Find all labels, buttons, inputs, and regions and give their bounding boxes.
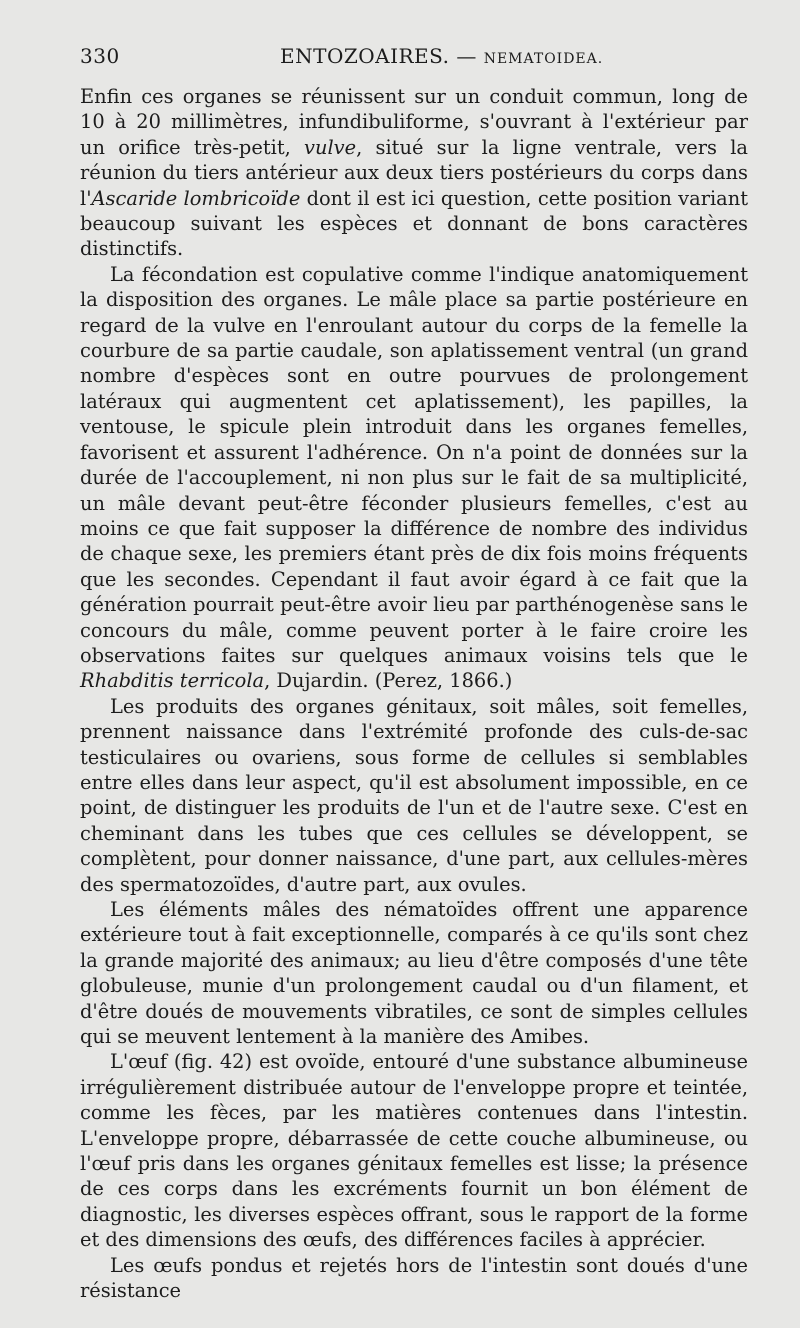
paragraph <box>80 694 748 897</box>
italic-term: Ascaride lombricoïde <box>91 186 301 210</box>
running-title-sub: NEMATOIDEA. <box>483 51 604 67</box>
page-number: 330 <box>80 44 120 68</box>
running-title-main: ENTOZOAIRES. <box>280 44 450 68</box>
paragraph <box>80 897 748 1049</box>
paragraph <box>80 1049 748 1252</box>
running-title <box>280 44 603 68</box>
text-run: La fécondation est copulative comme l'indique anatomiquement la disposition des organes. Le mâle place sa partie postérieure en regard de la vulve en l'enroulant autour du corps de la femelle la courbure de sa partie caudale, son aplatissement ventral (un grand nombre d'espèces sont en outre pourvues de prolongement latéraux qui augmentent cet aplatissement), les papilles, la ventouse, le spicule plein introduit dans les organes femelles, favorisent et assurent l'adhérence. On n'a point de données sur la durée de l'accouplement, ni non plus sur le fait de sa multiplicité, un mâle devant peut-être féconder plusieurs femelles, c'est au moins ce que fait supposer la différence de nombre des individus de chaque sexe, les premiers étant près de dix fois moins fréquents que les secondes. Cependant il faut avoir égard à ce fait que la génération pourrait peut-être avoir lieu par parthénogenèse sans le concours du mâle, comme peuvent porter à le faire croire les observations faites sur quelques animaux voisins tels que le <box>80 262 748 667</box>
running-title-separator: — <box>449 44 484 68</box>
paragraph <box>80 262 748 694</box>
running-header <box>80 44 748 78</box>
italic-term: Rhabditis terricola <box>80 669 265 693</box>
text-run: Les œufs pondus et rejetés hors de l'intestin sont doués d'une résistance <box>80 1253 748 1303</box>
text-run: Enfin ces organes se réunissent sur un conduit commun, long de 10 à 20 millimètres, infundibuliforme, s'ouvrant à l'extérieur par un orifice très-petit, <box>80 85 748 159</box>
body-text <box>80 84 748 1304</box>
text-run: , situé sur la ligne ventrale, vers la réunion du tiers antérieur aux deux tiers postérieurs du corps dans l' <box>80 135 748 210</box>
text-run: L'œuf (fig. 42) est ovoïde, entouré d'une substance albumineuse irrégulièrement distribuée autour de l'enveloppe propre et teintée, comme les fèces, par les matières contenues dans l'intestin. L'enveloppe propre, débarrassée de cette couche albumineuse, ou l'œuf pris dans les organes génitaux femelles est lisse; la présence de ces corps dans les excréments fournit un bon élément de diagnostic, les diverses espèces offrant, sous le rapport de la forme et des dimensions des œufs, des différences faciles à apprécier. <box>80 1050 748 1252</box>
paragraph <box>80 84 748 262</box>
paragraph <box>80 1253 748 1304</box>
text-run: Les éléments mâles des nématoïdes offrent une apparence extérieure tout à fait exceptionnelle, comparés à ce qu'ils sont chez la grande majorité des animaux; au lieu d'être composés d'une tête globuleuse, munie d'un prolongement caudal ou d'un filament, et d'être doués de mouvements vibratiles, ce sont de simples cellules qui se meuvent lentement à la manière des Amibes. <box>80 898 748 1049</box>
text-run: dont il est ici question, cette position variant beaucoup suivant les espèces et donnant de bons caractères distinctifs. <box>80 186 749 261</box>
text-run: , Dujardin. (Perez, 1866.) <box>264 669 513 693</box>
italic-term: vulve <box>304 135 357 159</box>
text-run: Les produits des organes génitaux, soit mâles, soit femelles, prennent naissance dans l'extrémité profonde des culs-de-sac testiculaires ou ovariens, sous forme de cellules si semblables entre elles dans leur aspect, qu'il est absolument impossible, en ce point, de distinguer les produits de l'un et de l'autre sexe. C'est en cheminant dans les tubes que ces cellules se développent, se complètent, pour donner naissance, d'une part, aux cellules-mères des spermatozoïdes, d'autre part, aux ovules. <box>80 694 748 896</box>
